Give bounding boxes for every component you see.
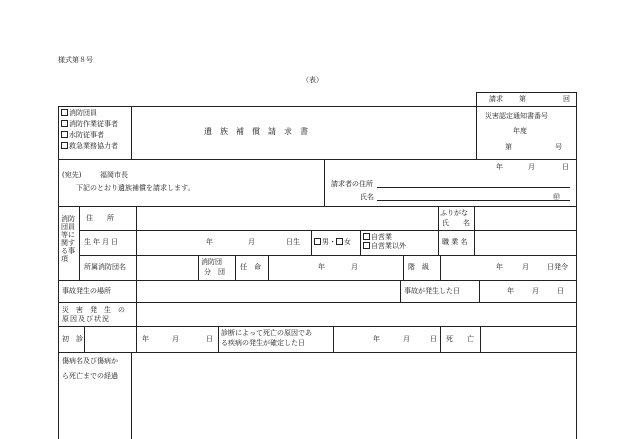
claimant-name-field[interactable] [377, 200, 570, 201]
addressee-prefix: (宛先) [62, 171, 82, 179]
birthdate-label: 生年月日 [84, 238, 120, 246]
claim-label: 請求 [489, 95, 503, 103]
applicant-type-list [61, 109, 118, 153]
request-statement: 下記のとおり遺族補償を請求します。 [76, 184, 195, 192]
gender-options: 男・ 女 [314, 238, 351, 246]
accident-month-unit: 月 [532, 287, 539, 295]
claimant-address-field[interactable] [377, 187, 570, 188]
applicant-type-option[interactable]: 消防作業従事者 [61, 120, 118, 131]
seal-mark: ㊞ [553, 193, 560, 201]
appoint-year-unit: 年 [318, 263, 325, 271]
checkbox-icon[interactable] [363, 242, 370, 249]
checkbox-icon[interactable] [61, 109, 68, 116]
applicant-type-option[interactable]: 消防団員 [61, 109, 118, 120]
occupation-label: 職 業 名 [442, 238, 468, 246]
name-label: 氏 名 [442, 219, 470, 227]
address-label: 住 所 [86, 214, 114, 222]
cause-label-line2: 原因及び状況 [62, 315, 110, 323]
cause-label-line1: 災 害 発 生 の [62, 306, 125, 314]
request-date-year: 年 [496, 163, 503, 171]
first-visit-day-unit: 日 [206, 335, 213, 343]
gender-male: 男 [322, 238, 329, 246]
accident-date-label: 事故が発生した日 [404, 287, 460, 295]
first-visit-label: 初 診 [62, 335, 83, 343]
checkbox-icon[interactable] [61, 142, 68, 149]
cert-go: 号 [555, 143, 562, 151]
request-date-day: 日 [562, 163, 569, 171]
first-visit-year-unit: 年 [142, 335, 149, 343]
cert-number-label: 災害認定通知書番号 [485, 112, 548, 120]
claim-dai: 第 [519, 95, 526, 103]
birth-year-unit: 年 [206, 238, 213, 246]
checkbox-icon[interactable] [363, 233, 370, 240]
form-number: 様式第８号 [58, 56, 93, 64]
employment-type-option[interactable]: 自営業以外 [363, 242, 406, 251]
birth-day-unit: 日生 [286, 238, 300, 246]
request-date-month: 月 [528, 163, 535, 171]
furigana-label: ふりがな [440, 209, 468, 217]
fire-corps-unit: 消防団 [201, 258, 222, 266]
fire-corps-label: 所属消防団名 [84, 263, 126, 271]
checkbox-icon[interactable] [314, 238, 321, 245]
claim-kai: 回 [563, 95, 570, 103]
accident-year-unit: 年 [507, 287, 514, 295]
diagnosis-confirm-line2: る疾病の発生が確定した日 [221, 339, 305, 347]
appointment-label: 任 命 [240, 263, 261, 271]
claimant-name-label: 氏名 [360, 193, 374, 201]
death-label: 死 亡 [446, 335, 474, 343]
progress-label-line1: 傷病名及び傷病か [62, 357, 118, 365]
accident-day-unit: 日 [557, 287, 564, 295]
employment-type-option[interactable]: 自営業 [363, 233, 406, 242]
rank-label: 階 級 [408, 263, 429, 271]
staff-section-label: 消防団員等に関する事項 [61, 215, 75, 263]
gender-female: 女 [344, 238, 351, 246]
rank-month-unit: 月 [522, 263, 529, 271]
confirm-month-unit: 月 [403, 335, 410, 343]
applicant-type-option[interactable]: 救急業務協力者 [61, 142, 118, 153]
claimant-address-label: 請求者の住所 [331, 180, 373, 188]
first-visit-month-unit: 月 [172, 335, 179, 343]
form-title: 遺 族 補 償 請 求 書 [204, 127, 308, 136]
confirm-day-unit: 日 [430, 335, 437, 343]
rank-year-unit: 年 [496, 263, 503, 271]
birth-month-unit: 月 [248, 238, 255, 246]
diagnosis-confirm-line1: 診断によって死亡の原因であ [221, 329, 312, 337]
progress-label-line2: ら死亡までの経過 [62, 372, 118, 380]
cert-nendo: 年度 [513, 127, 527, 135]
confirm-year-unit: 年 [373, 335, 380, 343]
addressee-name: 福岡市長 [100, 171, 128, 179]
checkbox-icon[interactable] [61, 131, 68, 138]
applicant-type-option[interactable]: 水防従事者 [61, 131, 118, 142]
front-label: （表） [302, 76, 323, 84]
cert-dai: 第 [505, 143, 512, 151]
accident-place-label: 事故発生の場所 [62, 287, 111, 295]
appoint-month-unit: 月 [351, 263, 358, 271]
checkbox-icon[interactable] [336, 238, 343, 245]
checkbox-icon[interactable] [61, 120, 68, 127]
rank-issue-label: 日発令 [547, 263, 568, 271]
branch-unit: 分 団 [204, 268, 225, 276]
employment-type-options [363, 233, 406, 251]
